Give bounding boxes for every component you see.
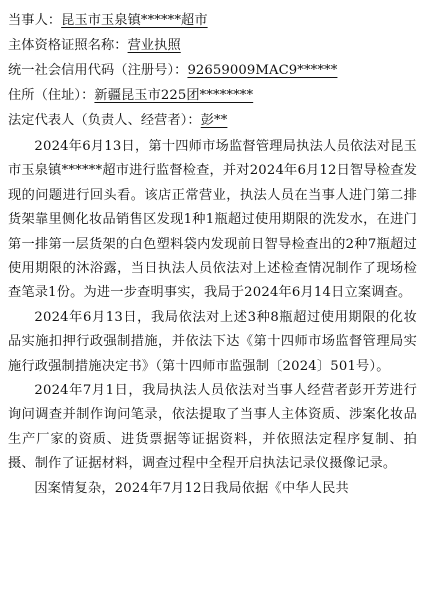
license-name-label: 主体资格证照名称：: [8, 38, 128, 53]
party-info-block: [8, 8, 417, 133]
legal-rep-field: [8, 108, 417, 133]
license-name-value: 营业执照: [127, 38, 181, 53]
party-name-label: 当事人：: [8, 13, 62, 28]
paragraph-inquiry: 2024年7月1日，我局执法人员依法对当事人经营者彭开芳进行询问调查并制作询问笔录，依法提取了当事人主体资质、涉案化妆品生产厂家的资质、进货票据等证据资料，并依照法定程序复制、拍摄、制作了证据材料，调查过程中全程开启执法记录仪摄像记录。: [8, 383, 417, 472]
address-field: [8, 83, 417, 108]
legal-rep-label: 法定代表人（负责人、经营者）：: [8, 113, 201, 128]
license-name-field: [8, 33, 417, 58]
legal-rep-value: 彭**: [200, 113, 228, 128]
address-value: 新疆昆玉市225团********: [94, 88, 254, 103]
paragraph-extension: 因案情复杂，2024年7月12日我局依据《中华人民共: [34, 480, 349, 496]
paragraph-seizure: 2024年6月13日，我局依法对上述3种8瓶超过使用期限的化妆品实施扣押行政强制措施，并依法下达《第十四师市场监督管理局实施行政强制措施决定书》（第十四师市监强制〔2024〕501号）。: [8, 309, 417, 374]
credit-code-label: 统一社会信用代码（注册号）：: [8, 63, 188, 78]
party-name-field: [8, 8, 417, 33]
credit-code-field: [8, 58, 417, 83]
document-body: [8, 135, 417, 501]
address-label: 住所（住址）：: [8, 88, 95, 103]
party-name-value: 昆玉市玉泉镇******超市: [61, 13, 208, 28]
credit-code-value: 92659009MAC9******: [187, 63, 338, 78]
paragraph-inspection: 2024年6月13日，第十四师市场监督管理局执法人员依法对昆玉市玉泉镇******超市进行监督检查，并对2024年6月12日智导检查发现的问题进行回头看。该店正常营业，执法人员在当事人进门第二排货架靠里侧化妆品销售区发现1种1瓶超过使用期限的洗发水，在进门第一排第一层货架的白色塑料袋内发现前日智导检查出的2种7瓶超过使用期限的沐浴露，当日执法人员依法对上述检查情况制作了现场检查笔录1份。为进一步查明事实，我局于2024年6月14日立案调查。: [8, 139, 417, 301]
